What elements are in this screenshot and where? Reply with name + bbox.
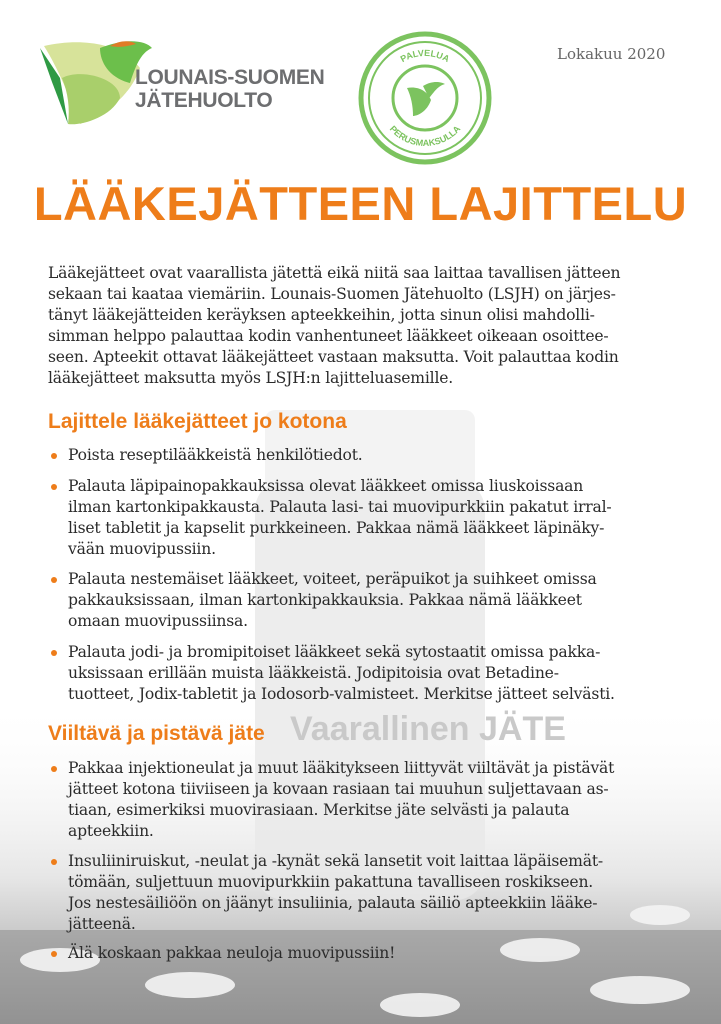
text-line: vään muovipussiin.	[68, 540, 216, 558]
bullet-dot-icon	[51, 951, 57, 957]
intro-paragraph	[48, 263, 620, 389]
svg-text:PERUSMAKSULLA: PERUSMAKSULLA	[387, 123, 463, 149]
page-title: LÄÄKEJÄTTEEN LAJITTELU	[33, 177, 688, 230]
section-heading: Viiltävä ja pistävä jäte	[48, 722, 265, 745]
text-line: uksissaan erillään muista lääkkeistä. Jodipitoisia ovat Betadine-	[68, 664, 559, 682]
bullet-item	[68, 943, 395, 964]
bullet-dot-icon	[51, 577, 57, 583]
bullet-dot-icon	[51, 766, 57, 772]
text-line: tänyt lääkejätteiden keräyksen apteekkeihin, jotta sinun olisi mahdolli-	[48, 306, 595, 324]
text-line: Insuliiniruiskut, -neulat ja -kynät sekä lansetit voit laittaa läpäisemät-	[68, 852, 604, 870]
svg-text:PALVELUA: PALVELUA	[398, 47, 452, 65]
bullet-dot-icon	[51, 484, 57, 490]
text-line: lääkejätteet maksutta myös LSJH:n lajitteluasemille.	[48, 369, 454, 387]
text-line: Lääkejätteet ovat vaarallista jätettä eikä niitä saa laittaa tavallisen jätteen	[48, 264, 621, 282]
text-line: omaan muovipussiinsa.	[68, 612, 248, 630]
text-line: jätteet kotona tiiviiseen ja kovaan rasiaan tai muuhun suljettavaan as-	[68, 780, 609, 798]
bullet-dot-icon	[51, 650, 57, 656]
text-line: Palauta jodi- ja bromipitoiset lääkkeet sekä sytostaatit omissa pakka-	[68, 643, 601, 661]
text-line: Palauta nestemäiset lääkkeet, voiteet, peräpuikot ja suihkeet omissa	[68, 570, 597, 588]
service-seal-icon	[355, 28, 495, 168]
text-line: apteekkiin.	[68, 822, 154, 840]
bullet-item	[68, 758, 614, 842]
logo-text	[135, 66, 324, 112]
logo-line-1: LOUNAIS-SUOMEN	[135, 66, 325, 89]
text-line: pakkauksissaan, ilman kartonkipakkauksia. Pakkaa nämä lääkkeet	[68, 591, 582, 609]
text-line: Älä koskaan pakkaa neuloja muovipussiin!	[68, 944, 396, 962]
bullet-dot-icon	[51, 859, 57, 865]
bullet-dot-icon	[51, 453, 57, 459]
bullet-item	[68, 445, 363, 466]
text-line: tömään, suljettuun muovipurkkiin pakattuna tavalliseen roskikseen.	[68, 873, 594, 891]
logo-line-2: JÄTEHUOLTO	[135, 89, 273, 112]
bullet-item	[68, 642, 615, 705]
text-line: Poista reseptilääkkeistä henkilötiedot.	[68, 446, 363, 464]
text-line: tiaan, esimerkiksi muovirasiaan. Merkitse jäte selvästi ja palauta	[68, 801, 570, 819]
bullet-item	[68, 476, 612, 560]
text-line: sekaan tai kaataa viemäriin. Lounais-Suomen Jätehuolto (LSJH) on järjes-	[48, 285, 616, 303]
text-line: tuotteet, Jodix-tabletit ja Iodosorb-valmisteet. Merkitse jätteet selvästi.	[68, 685, 615, 703]
bullet-item	[68, 851, 603, 935]
text-line: Palauta läpipainopakkauksissa olevat lääkkeet omissa liuskoissaan	[68, 477, 584, 495]
text-line: simman helppo palauttaa kodin vanhentuneet lääkkeet oikeaan osoittee-	[48, 327, 609, 345]
section-heading: Lajittele lääkejätteet jo kotona	[48, 410, 347, 433]
text-line: jätteenä.	[68, 915, 136, 933]
text-line: Pakkaa injektioneulat ja muut lääkitykseen liittyvät viiltävät ja pistävät	[68, 759, 615, 777]
text-line: seen. Apteekit ottavat lääkejätteet vastaan maksutta. Voit palauttaa kodin	[48, 348, 619, 366]
svg-text:Vaarallinen JÄTE: Vaarallinen JÄTE	[290, 710, 566, 748]
text-line: liset tabletit ja kapselit purkkeineen. Pakkaa nämä lääkkeet läpinäky-	[68, 519, 605, 537]
text-line: Jos nestesäiliöön on jäänyt insuliinia, palauta säiliö apteekkiin lääke-	[68, 894, 598, 912]
text-line: ilman kartonkipakkausta. Palauta lasi- tai muovipurkkiin pakatut irral-	[68, 498, 612, 516]
date: Lokakuu 2020	[557, 45, 666, 63]
bullet-item	[68, 569, 597, 632]
